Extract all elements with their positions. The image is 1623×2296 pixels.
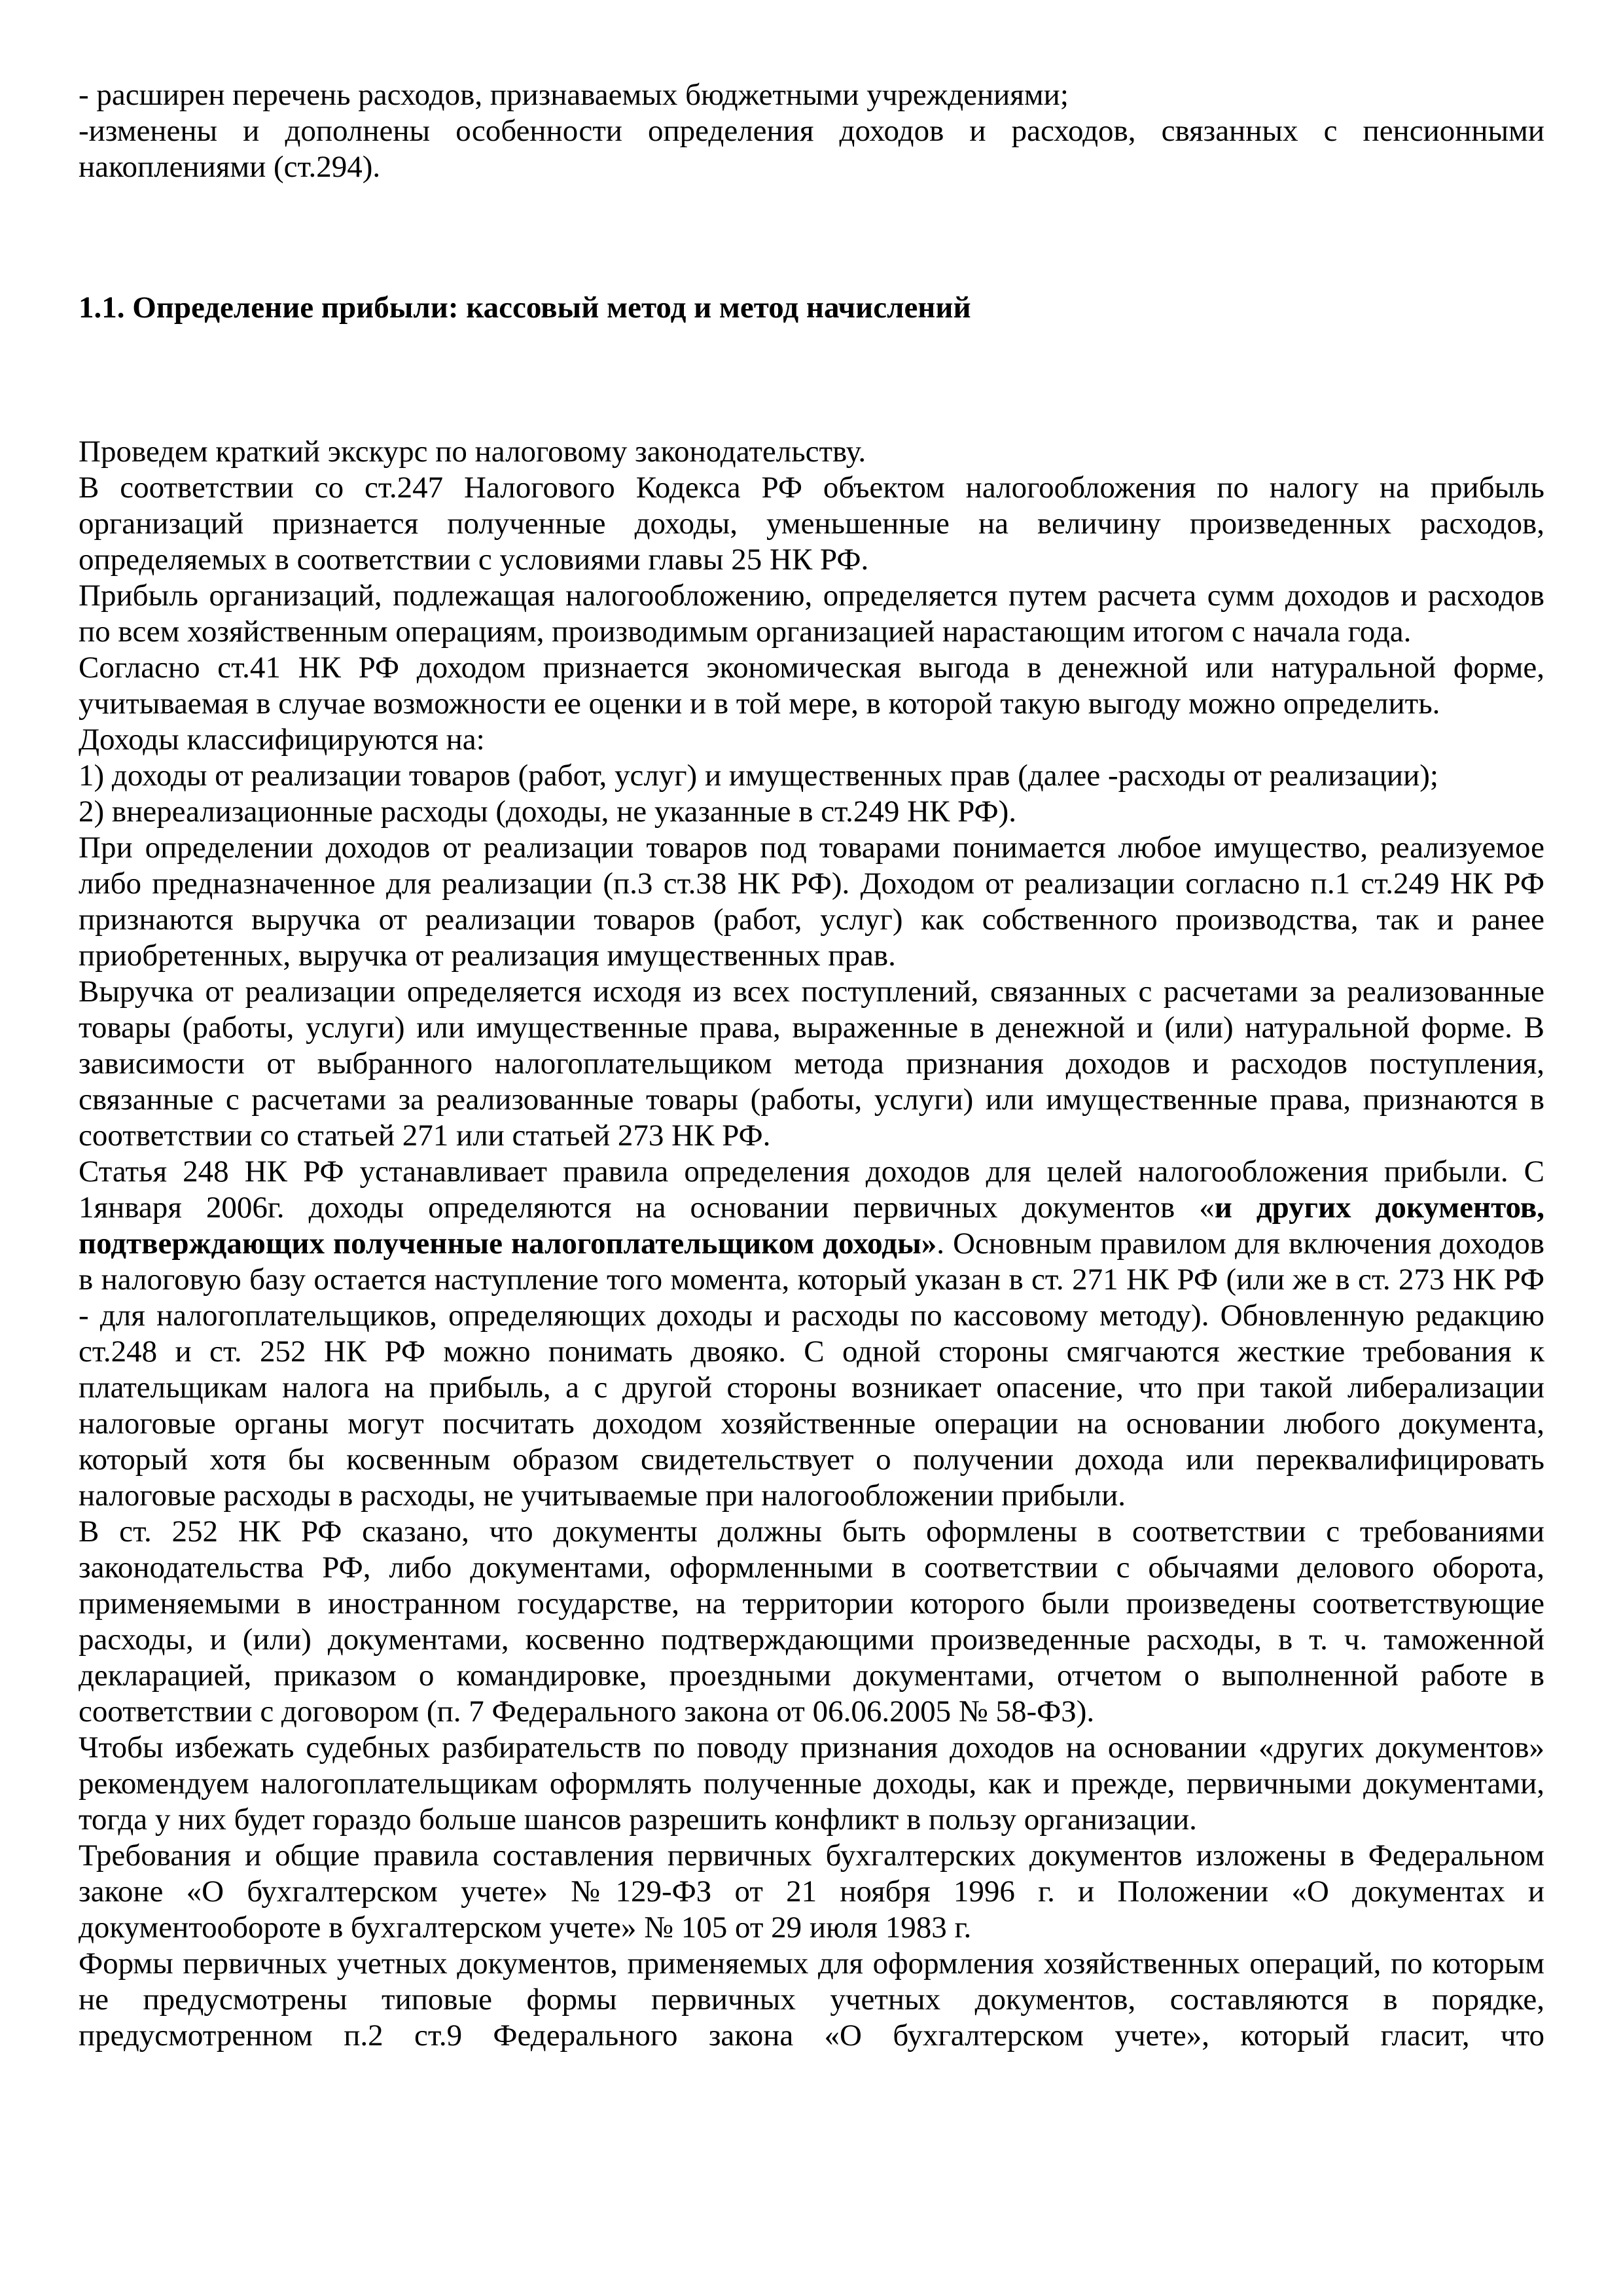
- paragraph: Прибыль организаций, подлежащая налогообложению, определяется путем расчета сумм доходов и расходов по всем хозяйственным операциям, производимым организацией нарастающим итогом с начала года.: [79, 579, 1544, 649]
- paragraph: При определении доходов от реализации товаров под товарами понимается любое имущество, реализуемое либо предназначенное для реализации (п.3 ст.38 НК РФ). Доходом от реализации согласно п.1 ст.249 НК РФ признаются выручка от реализации товаров (работ, услуг) как собственного производства, так и ранее приобретенных, выручка от реализация имущественных прав.: [79, 831, 1544, 973]
- paragraph: Проведем краткий экскурс по налоговому законодательству.: [79, 435, 866, 469]
- list-item: 2) внереализационные расходы (доходы, не указанные в ст.249 НК РФ).: [79, 795, 1016, 829]
- paragraph: Формы первичных учетных документов, применяемых для оформления хозяйственных операций, по которым не предусмотрены типовые формы первичных учетных документов, составляются в порядке, предусмотренном п.2 ст.9 Федерального закона «О бухгалтерском учете», который гласит, что: [79, 1946, 1544, 2053]
- spacer: [79, 326, 1544, 434]
- paragraph-text: Статья 248 НК РФ устанавливает правила определения доходов для целей налогообложения прибыли. С 1января 2006г. доходы определяются на основании первичных документов «: [79, 1155, 1544, 1225]
- document-page: [79, 77, 1544, 2054]
- spacer: [79, 185, 1544, 290]
- paragraph: Согласно ст.41 НК РФ доходом признается экономическая выгода в денежной или натуральной форме, учитываемая в случае возможности ее оценки и в той мере, в которой такую выгоду можно определить.: [79, 651, 1544, 721]
- paragraph: Выручка от реализации определяется исходя из всех поступлений, связанных с расчетами за реализованные товары (работы, услуги) или имущественные права, выраженные в денежной и (или) натуральной форме. В зависимости от выбранного налогоплательщиком метода признания доходов и расходов поступления, связанные с расчетами за реализованные товары (работы, услуги) или имущественные права, признаются в соответствии со статьей 271 или статьей 273 НК РФ.: [79, 975, 1544, 1153]
- paragraph-text: . Основным правилом для включения доходов в налоговую базу остается наступление того момента, который указан в ст. 271 НК РФ (или же в ст. 273 НК РФ - для налогоплательщиков, определяющих доходы и расходы по кассовому методу). Обновленную редакцию ст.248 и ст. 252 НК РФ можно понимать двояко. С одной стороны смягчаются жесткие требования к плательщикам налога на прибыль, а с другой стороны возникает опасение, что при такой либерализации налоговые органы могут посчитать доходом хозяйственные операции на основании любого документа, который хотя бы косвенным образом свидетельствует о получении дохода или переквалифицировать налоговые расходы в расходы, не учитываемые при налогообложении прибыли.: [79, 1227, 1544, 1513]
- section-heading: 1.1. Определение прибыли: кассовый метод и метод начислений: [79, 291, 971, 325]
- paragraph: В ст. 252 НК РФ сказано, что документы должны быть оформлены в соответствии с требованиями законодательства РФ, либо документами, оформленными в соответствии с обычаями делового оборота, применяемыми в иностранном государстве, на территории которого были произведены соответствующие расходы, и (или) документами, косвенно подтверждающими произведенные расходы, в т. ч. таможенной декларацией, приказом о командировке, проездными документами, отчетом о выполненной работе в соответствии с договором (п. 7 Федерального закона от 06.06.2005 № 58-ФЗ).: [79, 1515, 1544, 1729]
- paragraph: Требования и общие правила составления первичных бухгалтерских документов изложены в Федеральном законе «О бухгалтерском учете» №129-ФЗ от 21 ноября 1996 г. и Положении «О документах и документообороте в бухгалтерском учете» № 105 от 29 июля 1983 г.: [79, 1839, 1544, 1945]
- paragraph: Доходы классифицируются на:: [79, 723, 485, 757]
- intro-item: - расширен перечень расходов, признаваемых бюджетными учреждениями;: [79, 78, 1069, 112]
- paragraph-article-248: [79, 1154, 1544, 1514]
- intro-item: -изменены и дополнены особенности определения доходов и расходов, связанных с пенсионными накоплениями (ст.294).: [79, 114, 1544, 184]
- emphasized-text: и других документов, подтверждающих полученные налогоплательщиком доходы»: [79, 1191, 1544, 1261]
- paragraph: В соответствии со ст.247 Налогового Кодекса РФ объектом налогообложения по налогу на прибыль организаций признается полученные доходы, уменьшенные на величину произведенных расходов, определяемых в соответствии с условиями главы 25 НК РФ.: [79, 471, 1544, 577]
- paragraph: Чтобы избежать судебных разбирательств по поводу признания доходов на основании «других документов» рекомендуем налогоплательщикам оформлять полученные доходы, как и прежде, первичными документами, тогда у них будет гораздо больше шансов разрешить конфликт в пользу организации.: [79, 1731, 1544, 1837]
- list-item: 1) доходы от реализации товаров (работ, услуг) и имущественных прав (далее -расходы от реализации);: [79, 759, 1438, 793]
